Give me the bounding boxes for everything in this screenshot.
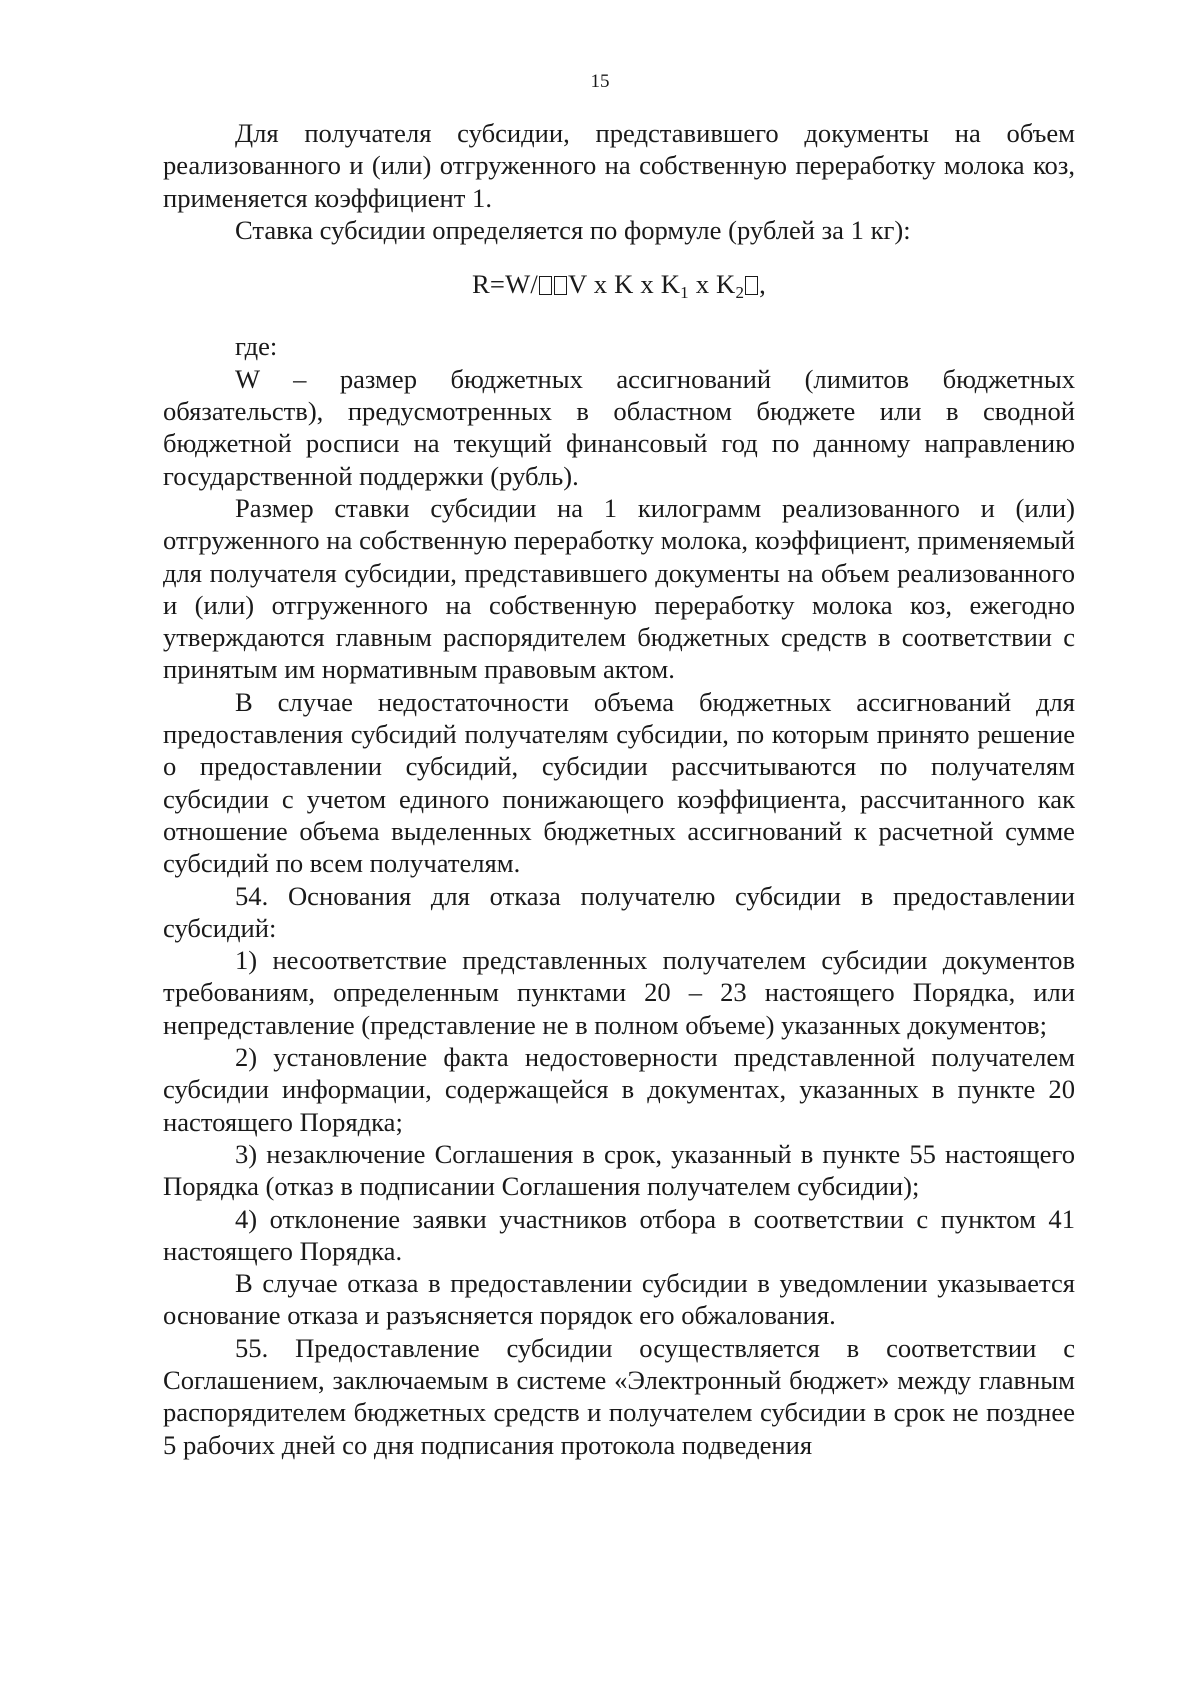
- missing-glyph-box: [539, 276, 552, 295]
- page-number: 15: [590, 71, 610, 92]
- list-item-1: 1) несоответствие представленных получателем субсидии документов требованиям, определенным пунктами 20 – 23 настоящего Порядка, или непредставление (представление не в полном объеме) указанных документов;: [163, 945, 1075, 1040]
- formula-part-3: x K: [688, 269, 736, 300]
- rate-formula: [163, 246, 1075, 330]
- formula-part-4: ,: [759, 269, 767, 300]
- list-item-2: 2) установление факта недостоверности представленной получателем субсидии информации, содержащейся в документах, указанных в пункте 20 настоящего Порядка;: [163, 1042, 1075, 1137]
- formula-part-1: R=W/: [471, 269, 539, 300]
- paragraph-where: где:: [235, 331, 278, 362]
- paragraph-goat-milk-coefficient: Для получателя субсидии, представившего документы на объем реализованного и (или) отгруженного на собственную переработку молока коз, применяется коэффициент 1.: [163, 118, 1075, 213]
- paragraph-55-agreement: 55. Предоставление субсидии осуществляется в соответствии с Соглашением, заключаемым в системе «Электронный бюджет» между главным распорядителем бюджетных средств и получателем субсидии в срок не позднее 5 рабочих дней со дня подписания протокола подведения: [163, 1332, 1075, 1460]
- list-item-3: 3) незаключение Соглашения в срок, указанный в пункте 55 настоящего Порядка (отказ в подписании Соглашения получателем субсидии);: [163, 1138, 1075, 1202]
- missing-glyph-box: [745, 276, 758, 295]
- list-item-4: 4) отклонение заявки участников отбора в соответствии с пунктом 41 настоящего Порядка.: [163, 1203, 1075, 1266]
- paragraph-w-definition: W – размер бюджетных ассигнований (лимитов бюджетных обязательств), предусмотренных в областном бюджете или в сводной бюджетной росписи на текущий финансовый год по данному направлению государственной поддержки (рубль).: [163, 363, 1075, 491]
- paragraph-insufficient-budget: В случае недостаточности объема бюджетных ассигнований для предоставления субсидий получателям субсидии, по которым принято решение о предоставлении субсидий, субсидии рассчитываются по получателям субсидии с учетом единого понижающего коэффициента, рассчитанного как отношение объема выделенных бюджетных ассигнований к расчетной сумме субсидий по всем получателям.: [163, 686, 1075, 879]
- paragraph-refusal-notice: В случае отказа в предоставлении субсидии в уведомлении указывается основание отказа и разъясняется порядок его обжалования.: [163, 1268, 1075, 1331]
- document-body: [163, 117, 1075, 1461]
- paragraph-54-refusal-grounds: 54. Основания для отказа получателю субсидии в предоставлении субсидий:: [163, 880, 1075, 943]
- formula-part-2: V x K x K: [568, 269, 681, 300]
- missing-glyph-box: [554, 276, 567, 295]
- paragraph-rate-size: Размер ставки субсидии на 1 килограмм реализованного и (или) отгруженного на собственную переработку молока, коэффициент, применяемый для получателя субсидии, представившего документы на объем реализованного и (или) отгруженного на собственную переработку молока коз, ежегодно утверждаются главным распорядителем бюджетных средств в соответствии с принятым им нормативным правовым актом.: [163, 492, 1075, 685]
- formula-subscript-2: 2: [735, 283, 745, 303]
- paragraph-rate-formula-intro: Ставка субсидии определяется по формуле (рублей за 1 кг):: [235, 214, 911, 245]
- formula-subscript-1: 1: [680, 283, 689, 303]
